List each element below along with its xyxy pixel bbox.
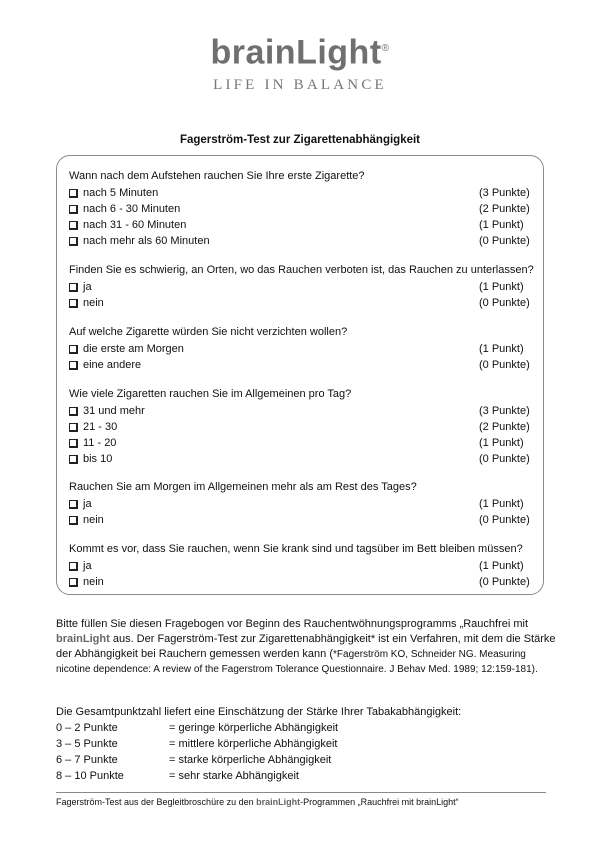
option-label: bis 10 [83,453,113,465]
option-row[interactable] [69,357,539,373]
logo-wordmark: brainLight [210,33,382,72]
option-row[interactable] [69,201,539,217]
option-points: (1 Punkt) [479,437,524,449]
option-row[interactable] [69,403,539,419]
option-points: (1 Punkt) [479,219,524,231]
checkbox-icon[interactable] [69,407,77,415]
option-label: die erste am Morgen [83,343,184,355]
option-label: nein [83,514,104,526]
option-label: nein [83,576,104,588]
option-points: (0 Punkte) [479,514,530,526]
question-3 [69,324,539,373]
option-label: nach 5 Minuten [83,187,159,199]
score-range: 6 – 7 Punkte [56,754,118,766]
intro-paragraph [56,617,556,677]
question-4 [69,386,539,467]
option-points: (1 Punkt) [479,343,524,355]
checkbox-icon[interactable] [69,439,77,447]
checkbox-icon[interactable] [69,237,77,245]
checkbox-icon[interactable] [69,361,77,369]
scoring-row [56,720,556,736]
option-points: (0 Punkte) [479,359,530,371]
checkbox-icon[interactable] [69,283,77,291]
option-points: (0 Punkte) [479,297,530,309]
checkbox-icon[interactable] [69,578,77,586]
checkbox-icon[interactable] [69,423,77,431]
score-range: 0 – 2 Punkte [56,722,118,734]
option-row[interactable] [69,512,539,528]
checkbox-icon[interactable] [69,516,77,524]
option-row[interactable] [69,233,539,249]
option-row[interactable] [69,496,539,512]
checkbox-icon[interactable] [69,345,77,353]
score-description: = sehr starke Abhängigkeit [169,770,299,782]
option-row[interactable] [69,341,539,357]
brand-logo [0,30,600,94]
option-label: eine andere [83,359,142,371]
intro-text-2: aus. Der Fagerström-Test zur Zigarettenabhängigkeit* ist ein Verfahren, mit dem die Stärke der Abhängigkeit bei Rauchern gemessen werden kann ( [56,633,556,660]
checkbox-icon[interactable] [69,562,77,570]
footer-divider [56,792,546,793]
option-row[interactable] [69,451,539,467]
question-text: Finden Sie es schwierig, an Orten, wo das Rauchen verboten ist, das Rauchen zu unterlassen? [69,264,534,276]
question-1 [69,168,539,249]
option-row[interactable] [69,419,539,435]
option-label: 31 und mehr [83,405,145,417]
option-label: nein [83,297,104,309]
checkbox-icon[interactable] [69,500,77,508]
logo-registered-mark: ® [381,43,390,54]
option-label: 21 - 30 [83,421,118,433]
page-footer [56,797,556,807]
option-row[interactable] [69,295,539,311]
footer-text-2: -Programmen „Rauchfrei mit brainLight“ [300,797,459,807]
checkbox-icon[interactable] [69,205,77,213]
option-points: (2 Punkte) [479,421,530,433]
option-row[interactable] [69,574,539,590]
score-description: = mittlere körperliche Abhängigkeit [169,738,338,750]
option-row[interactable] [69,279,539,295]
intro-text-1: Bitte füllen Sie diesen Fragebogen vor Beginn des Rauchentwöhnungsprogramms „Rauchfrei mit [56,618,529,630]
scoring-row [56,752,556,768]
checkbox-icon[interactable] [69,221,77,229]
logo-tagline: LIFE IN BALANCE [213,77,387,94]
question-text: Wie viele Zigaretten rauchen Sie im Allgemeinen pro Tag? [69,388,352,400]
questionnaire-box [56,155,544,595]
score-description: = starke körperliche Abhängigkeit [169,754,332,766]
option-row[interactable] [69,558,539,574]
option-row[interactable] [69,185,539,201]
option-points: (1 Punkt) [479,281,524,293]
option-points: (2 Punkte) [479,203,530,215]
score-range: 8 – 10 Punkte [56,770,124,782]
option-points: (1 Punkt) [479,560,524,572]
checkbox-icon[interactable] [69,189,77,197]
option-label: ja [83,281,92,293]
scoring-heading: Die Gesamtpunktzahl liefert eine Einschätzung der Stärke Ihrer Tabakabhängigkeit: [56,706,462,718]
question-text: Auf welche Zigarette würden Sie nicht verzichten wollen? [69,326,348,338]
scoring-section [56,704,556,784]
question-6 [69,541,539,590]
score-description: = geringe körperliche Abhängigkeit [169,722,339,734]
intro-citation: *Fagerström KO, Schneider NG. Measuring nicotine dependence: A review of the Fagerstrom Tolerance Questionnaire. J Behav Med. 1989; 12:159-181). [56,649,538,675]
option-points: (3 Punkte) [479,405,530,417]
question-text: Kommt es vor, dass Sie rauchen, wenn Sie krank sind und tagsüber im Bett bleiben müssen? [69,543,523,555]
option-points: (0 Punkte) [479,235,530,247]
page-title: Fagerström-Test zur Zigarettenabhängigkeit [179,134,421,146]
scoring-row [56,736,556,752]
option-points: (0 Punkte) [479,576,530,588]
scoring-row [56,768,556,784]
option-row[interactable] [69,435,539,451]
option-points: (1 Punkt) [479,498,524,510]
footer-brand-logo: brainLight [256,797,301,807]
question-2 [69,262,539,311]
checkbox-icon[interactable] [69,455,77,463]
checkbox-icon[interactable] [69,299,77,307]
option-row[interactable] [69,217,539,233]
option-label: nach 31 - 60 Minuten [83,219,187,231]
footer-text-1: Fagerström-Test aus der Begleitbroschüre zu den [56,797,257,807]
score-range: 3 – 5 Punkte [56,738,118,750]
question-text: Rauchen Sie am Morgen im Allgemeinen mehr als am Rest des Tages? [69,481,417,493]
option-points: (3 Punkte) [479,187,530,199]
option-label: ja [83,560,92,572]
option-label: nach 6 - 30 Minuten [83,203,181,215]
option-label: 11 - 20 [83,437,117,449]
intro-brand-logo: brainLight [56,633,110,645]
option-points: (0 Punkte) [479,453,530,465]
question-5 [69,479,539,528]
question-text: Wann nach dem Aufstehen rauchen Sie Ihre erste Zigarette? [69,170,365,182]
option-label: ja [83,498,92,510]
option-label: nach mehr als 60 Minuten [83,235,210,247]
